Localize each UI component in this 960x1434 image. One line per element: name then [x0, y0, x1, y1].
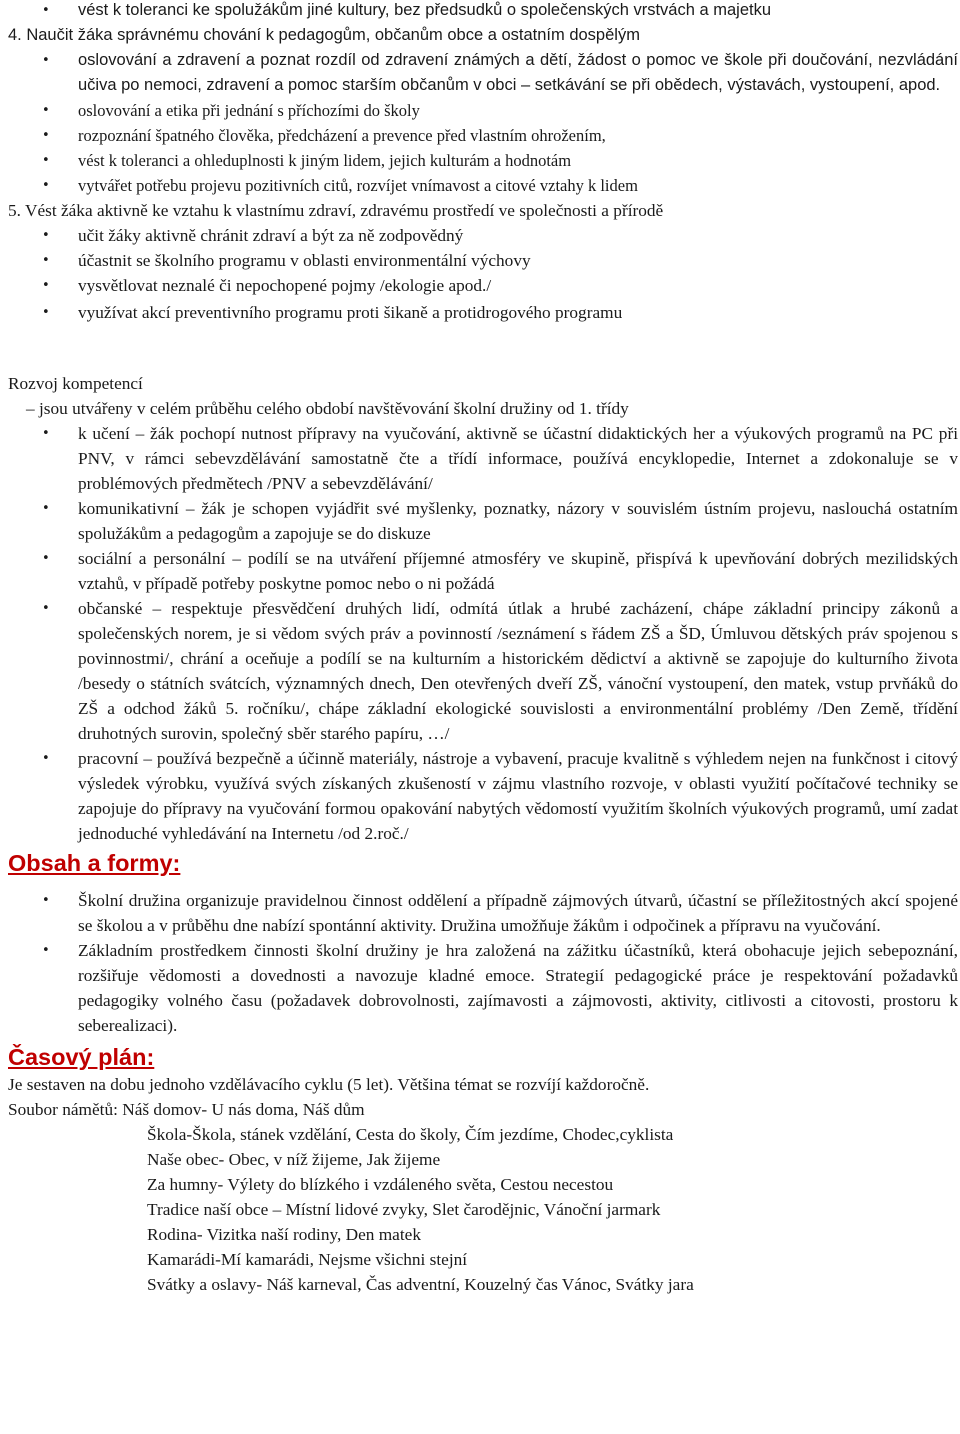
document-page [8, 0, 958, 1297]
section-5-list [8, 223, 958, 325]
plan-intro: Je sestaven na dobu jednoho vzdělávacího cyklu (5 let). Většina témat se rozvíjí každoročně. [8, 1075, 650, 1094]
competences-subtitle: – jsou utvářeny v celém průběhu celého období navštěvování školní družiny od 1. třídy [26, 399, 629, 418]
list-item: • oslovování a etika při jednání s příchozími do školy [8, 98, 958, 123]
list-item: • vytvářet potřebu projevu pozitivních citů, rozvíjet vnímavost a citové vztahy k lidem [8, 173, 958, 198]
theme-line: Svátky a oslavy- Náš karneval, Čas adventní, Kouzelný čas Vánoc, Svátky jara [147, 1275, 694, 1294]
theme-line: Za humny- Výlety do blízkého i vzdáleného světa, Cestou necestou [147, 1175, 614, 1194]
competences-list [8, 421, 958, 846]
list-item: • k učení – žák pochopí nutnost přípravy na vyučování, aktivně se účastní didaktických her a výukových programů na PC při PNV, v rámci sebevzdělávání samostatně čte a třídí informace, používá encyklopedie, Internet a zdokonaluje se v problémových předmětech /PNV a sebevzdělávání/ [8, 421, 958, 496]
section-4-list [8, 48, 958, 198]
list-item: • oslovování a zdravení a poznat rozdíl od zdravení známých a dětí, žádost o pomoc ve škole při doučování, nezvládání učiva po nemoci, zdravení a pomoc starším občanům v obci – setkávání se při obědech, výstavách, vystoupení, apod. [8, 48, 958, 98]
plan-heading: Časový plán: [8, 1044, 155, 1070]
list-item: • občanské – respektuje přesvědčení druhých lidí, odmítá útlak a hrubé zacházení, chápe základní principy zákonů a společenských norem, je si vědom svých práv a povinností /seznámení s řádem ZŠ a ŠD, Úmluvou dětských práv spojenou s povinnostmi/, chrání a oceňuje a podílí se na kulturním a historickém dědictví a aktivně se zapojuje do kulturního života /besedy o státních svátcích, významných dnech, Den otevřených dveří ZŠ, vánoční vystoupení, den matek, vstup prvňáků do ZŠ a odchod žáků 5. ročníku/, chápe základní ekologické souvislosti a environmentální problémy /Den Země, třídění druhotných surovin, společný sběr starého papíru, …/ [8, 596, 958, 746]
plan-themes-first: Soubor námětů: Náš domov- U nás doma, Náš dům [8, 1100, 365, 1119]
list-item: • komunikativní – žák je schopen vyjádřit své myšlenky, poznatky, názory v souvislém ústním projevu, naslouchá ostatním spolužákům a pedagogům a zapojuje se do diskuze [8, 496, 958, 546]
list-item: • Školní družina organizuje pravidelnou činnost oddělení a případně zájmových útvarů, účastní se příležitostných akcí spojené se školou a v průběhu dne nabízí spontánní aktivity. Družina umožňuje žákům i odpočinek a přípravu na vyučování. [8, 888, 958, 938]
list-item: • vést k toleranci a ohleduplnosti k jiným lidem, jejich kulturám a hodnotám [8, 148, 958, 173]
theme-line: Kamarádi-Mí kamarádi, Nejsme všichni stejní [147, 1250, 468, 1269]
list-item: • Základním prostředkem činnosti školní družiny je hra založená na zážitku účastníků, která obohacuje jejich sebepoznání, rozšiřuje vědomosti a dovednosti a navozuje kladné emoce. Strategií pedagogické práce je respektování požadavků pedagogiky volného času (požadavek dobrovolnosti, zajímavosti a zájmovosti, aktivity, citlivosti a citovosti, prostoru k seberealizaci). [8, 938, 958, 1038]
top-bullet-list [8, 0, 958, 23]
list-item: • účastnit se školního programu v oblasti environmentální výchovy [8, 248, 958, 273]
list-item: • sociální a personální – podílí se na utváření příjemné atmosféry ve skupině, přispívá k upevňování dobrých mezilidských vztahů, v případě potřeby poskytne pomoc nebo o ni požádá [8, 546, 958, 596]
section-4-title: 4. Naučit žáka správnému chování k pedagogům, občanům obce a ostatním dospělým [8, 26, 640, 44]
theme-line: Naše obec- Obec, v níž žijeme, Jak žijeme [147, 1150, 441, 1169]
obsah-list [8, 888, 958, 1038]
list-item: • pracovní – používá bezpečně a účinně materiály, nástroje a vybavení, pracuje kvalitně s výhledem nejen na funkčnost i citový výsledek výrobku, využívá svých získaných zkušeností v zájmu vlastního rozvoje, v oblasti využití počítačové techniky se zapojuje do přípravy na vyučování formou opakování nabytých vědomostí využitím školních výukových programů, umí zadat jednoduché vyhledávání na Internetu /od 2.roč./ [8, 746, 958, 846]
section-5-title: 5. Vést žáka aktivně ke vztahu k vlastnímu zdraví, zdravému prostředí ve společnosti a přírodě [8, 201, 664, 220]
theme-line: Škola-Škola, stánek vzdělání, Cesta do školy, Čím jezdíme, Chodec,cyklista [147, 1125, 674, 1144]
list-item: • učit žáky aktivně chránit zdraví a být za ně zodpovědný [8, 223, 958, 248]
theme-line: Tradice naší obce – Místní lidové zvyky, Slet čarodějnic, Vánoční jarmark [147, 1200, 661, 1219]
competences-title: Rozvoj kompetencí [8, 374, 143, 393]
list-item: • vést k toleranci ke spolužákům jiné kultury, bez předsudků o společenských vrstvách a majetku [8, 0, 958, 23]
plan-themes-list [8, 1122, 958, 1297]
list-item: • vysvětlovat neznalé či nepochopené pojmy /ekologie apod./ [8, 273, 958, 298]
list-item: • využívat akcí preventivního programu proti šikaně a protidrogového programu [8, 300, 958, 325]
list-item: • rozpoznání špatného člověka, předcházení a prevence před vlastním ohrožením, [8, 123, 958, 148]
obsah-heading: Obsah a formy: [8, 850, 181, 876]
theme-line: Rodina- Vizitka naší rodiny, Den matek [147, 1225, 421, 1244]
